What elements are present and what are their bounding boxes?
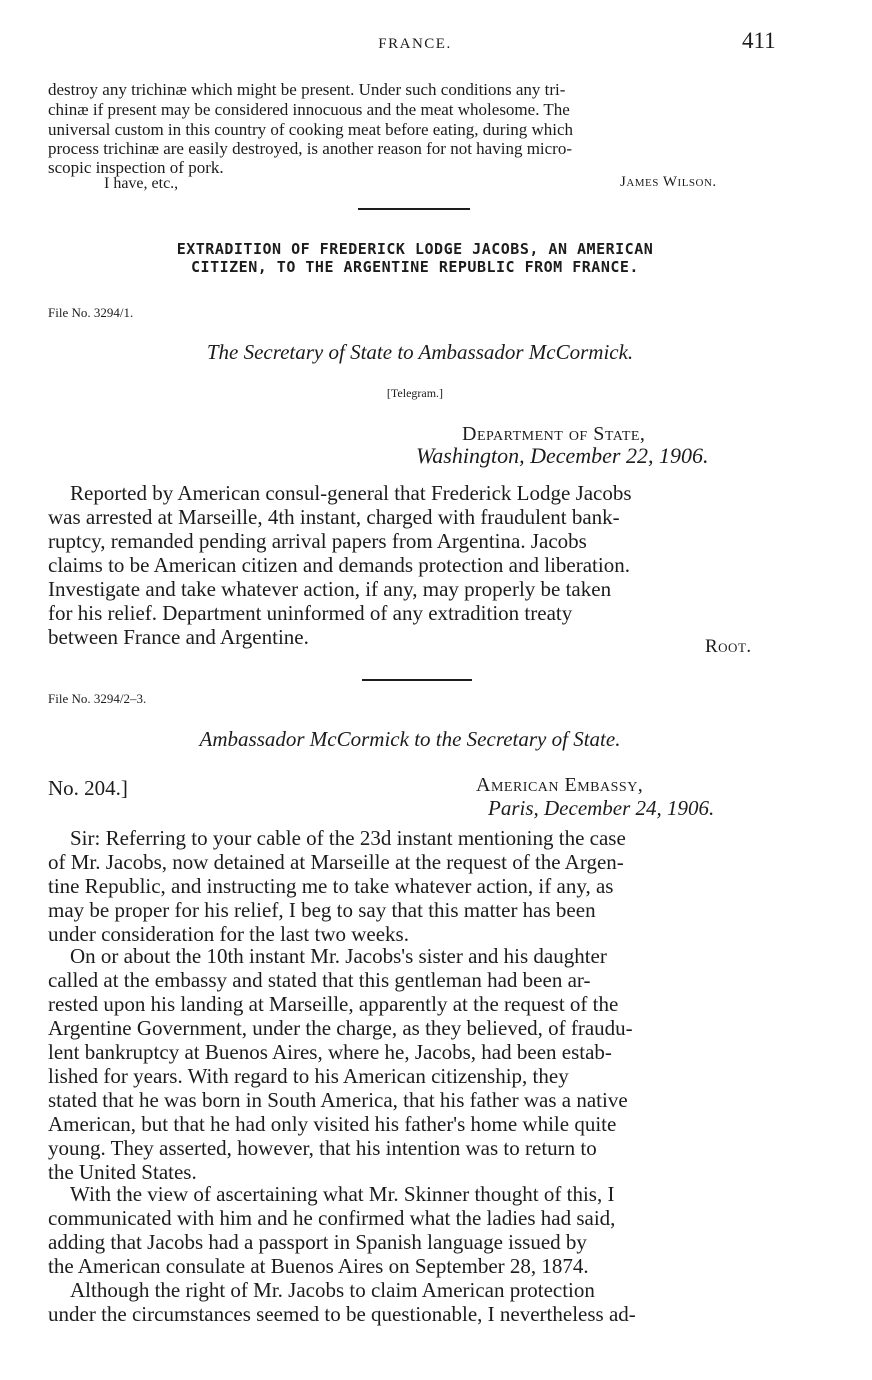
dispatch-number: No. 204.] bbox=[48, 776, 128, 800]
body-line: of Mr. Jacobs, now detained at Marseille at the request of the Argen- bbox=[48, 850, 624, 874]
body-line: the United States. bbox=[48, 1160, 197, 1184]
body-line: American, but that he had only visited his father's home while quite bbox=[48, 1112, 617, 1136]
date-line: Paris, December 24, 1906. bbox=[488, 796, 715, 820]
body-line: Reported by American consul-general that Frederick Lodge Jacobs bbox=[70, 481, 632, 505]
intro-line: scopic inspection of pork. bbox=[48, 158, 224, 177]
body-line: On or about the 10th instant Mr. Jacobs's sister and his daughter bbox=[70, 944, 607, 968]
section-divider bbox=[358, 208, 470, 210]
body-line: With the view of ascertaining what Mr. Skinner thought of this, I bbox=[70, 1182, 615, 1206]
body-line: the American consulate at Buenos Aires on September 28, 1874. bbox=[48, 1254, 589, 1278]
intro-line: destroy any trichinæ which might be present. Under such conditions any tri- bbox=[48, 80, 566, 99]
body-line: adding that Jacobs had a passport in Spanish language issued by bbox=[48, 1230, 587, 1254]
date-line: Washington, December 22, 1906. bbox=[416, 443, 709, 468]
body-line: between France and Argentine. bbox=[48, 625, 309, 649]
running-header: FRANCE. bbox=[378, 36, 452, 52]
signature-james-wilson: James Wilson. bbox=[620, 174, 717, 190]
body-line: called at the embassy and stated that this gentleman had been ar- bbox=[48, 968, 591, 992]
body-line: young. They asserted, however, that his intention was to return to bbox=[48, 1136, 597, 1160]
intro-line: chinæ if present may be considered innocuous and the meat wholesome. The bbox=[48, 100, 570, 119]
signature-root: Root. bbox=[705, 636, 752, 657]
file-number: File No. 3294/2–3. bbox=[48, 691, 147, 706]
body-line: lished for years. With regard to his American citizenship, they bbox=[48, 1064, 569, 1088]
body-line: Although the right of Mr. Jacobs to claim American protection bbox=[70, 1278, 595, 1302]
body-line: Argentine Government, under the charge, as they believed, of fraudu- bbox=[48, 1016, 633, 1040]
body-line: may be proper for his relief, I beg to say that this matter has been bbox=[48, 898, 596, 922]
document-title: Ambassador McCormick to the Secretary of State. bbox=[199, 727, 621, 751]
section-heading: EXTRADITION OF FREDERICK LODGE JACOBS, AN AMERICAN bbox=[176, 240, 654, 258]
file-number: File No. 3294/1. bbox=[48, 305, 134, 320]
body-line: Investigate and take whatever action, if any, may properly be taken bbox=[48, 577, 612, 601]
body-line: rested upon his landing at Marseille, apparently at the request of the bbox=[48, 992, 619, 1016]
sender-place: American Embassy, bbox=[476, 774, 644, 796]
body-line: communicated with him and he confirmed what the ladies had said, bbox=[48, 1206, 616, 1230]
document-title: The Secretary of State to Ambassador McCormick. bbox=[206, 340, 634, 364]
body-line: tine Republic, and instructing me to take whatever action, if any, as bbox=[48, 874, 614, 898]
section-heading: CITIZEN, TO THE ARGENTINE REPUBLIC FROM FRANCE. bbox=[191, 258, 639, 276]
body-line: claims to be American citizen and demands protection and liberation. bbox=[48, 553, 630, 577]
section-divider bbox=[362, 679, 472, 681]
telegram-note: [Telegram.] bbox=[386, 386, 444, 400]
body-line: stated that he was born in South America, that his father was a native bbox=[48, 1088, 628, 1112]
body-line: lent bankruptcy at Buenos Aires, where he, Jacobs, had been estab- bbox=[48, 1040, 612, 1064]
body-line: was arrested at Marseille, 4th instant, charged with fraudulent bank- bbox=[48, 505, 620, 529]
closing-salutation: I have, etc., bbox=[104, 175, 179, 192]
intro-line: universal custom in this country of cooking meat before eating, during which bbox=[48, 120, 573, 139]
body-line: ruptcy, remanded pending arrival papers from Argentina. Jacobs bbox=[48, 529, 587, 553]
sender-place: Department of State, bbox=[462, 423, 646, 445]
intro-line: process trichinæ are easily destroyed, is another reason for not having micro- bbox=[48, 139, 573, 158]
body-line: under consideration for the last two weeks. bbox=[48, 922, 409, 946]
body-line: for his relief. Department uninformed of any extradition treaty bbox=[48, 601, 573, 625]
body-line: Sir: Referring to your cable of the 23d instant mentioning the case bbox=[70, 826, 626, 850]
body-line: under the circumstances seemed to be questionable, I nevertheless ad- bbox=[48, 1302, 636, 1326]
page-number: 411 bbox=[742, 28, 776, 53]
